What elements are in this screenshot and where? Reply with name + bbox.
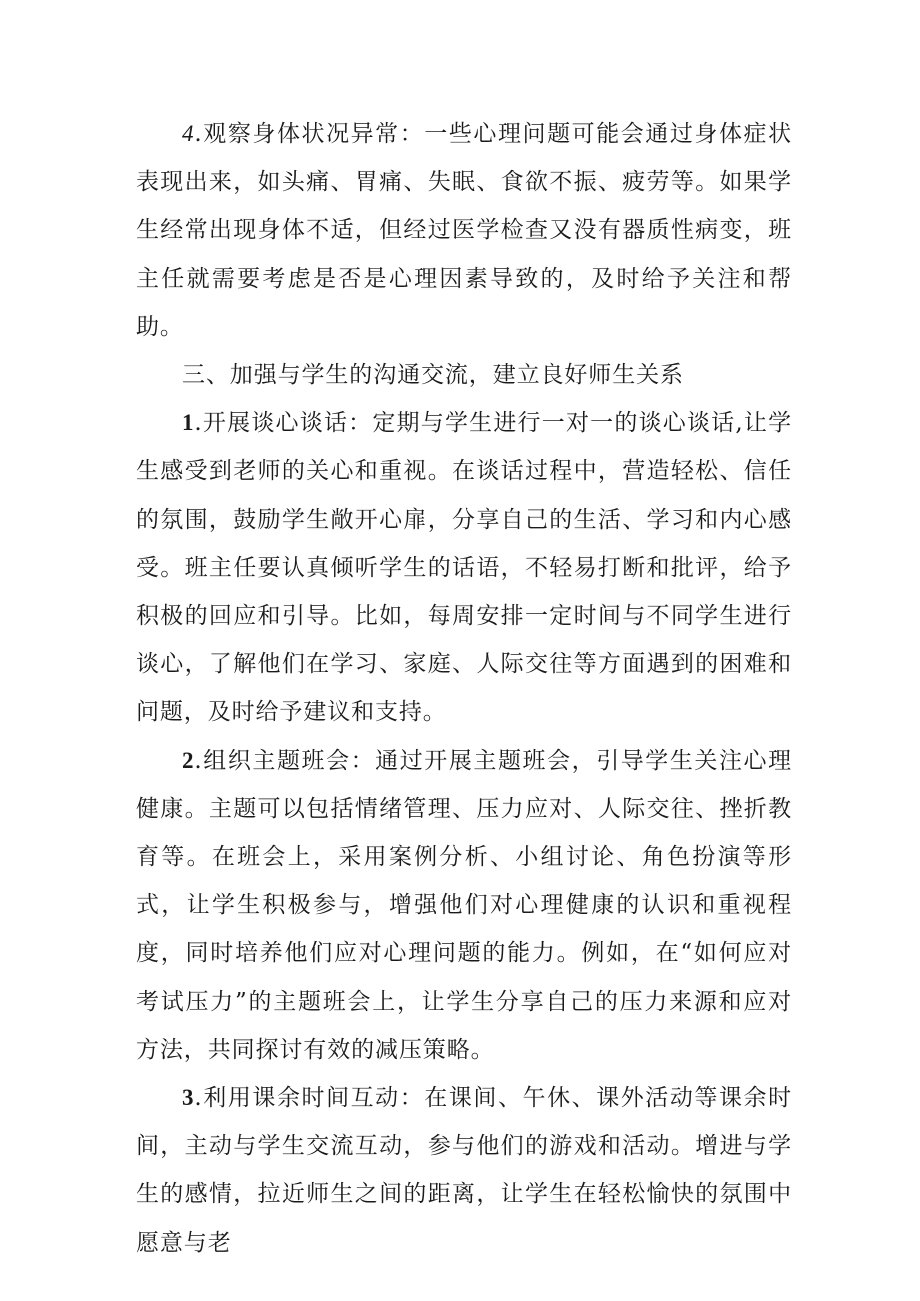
document-body [136, 110, 792, 1267]
paragraph-item-1 [136, 399, 792, 736]
item-number-separator: . [194, 410, 203, 437]
item-number-separator: . [194, 1085, 203, 1112]
item-number: 2 [182, 747, 195, 773]
item-number: 4 [182, 121, 195, 146]
item-number-separator: . [194, 747, 203, 774]
item-number-separator: . [194, 121, 203, 147]
section-heading: 三、加强与学生的沟通交流，建立良好师生关系 [182, 362, 684, 389]
paragraph-text: 观察身体状况异常：一些心理问题可能会通过身体症状表现出来，如头痛、胃痛、失眠、食欲不振、疲劳等。如果学生经常出现身体不适，但经过医学检查又没有器质性病变，班主任就需要考虑是否是心理因素导致的，及时给予关注和帮助。 [136, 121, 792, 340]
paragraph-item-3 [136, 1074, 792, 1267]
paragraph-text: 开展谈心谈话：定期与学生进行一对一的谈心谈话,让学生感受到老师的关心和重视。在谈话过程中，营造轻松、信任的氛围，鼓励学生敞开心扉，分享自己的生活、学习和内心感受。班主任要认真倾听学生的话语，不轻易打断和批评，给予积极的回应和引导。比如，每周安排一定时间与不同学生进行谈心，了解他们在学习、家庭、人际交往等方面遇到的困难和问题，及时给予建议和支持。 [136, 410, 792, 726]
item-number: 3 [182, 1085, 195, 1111]
paragraph-text: 利用课余时间互动：在课间、午休、课外活动等课余时间，主动与学生交流互动，参与他们的游戏和活动。增进与学生的感情，拉近师生之间的距离，让学生在轻松愉快的氛围中愿意与老 [136, 1085, 792, 1256]
paragraph-text: 组织主题班会：通过开展主题班会，引导学生关注心理健康。主题可以包括情绪管理、压力应对、人际交往、挫折教育等。在班会上，采用案例分析、小组讨论、角色扮演等形式，让学生积极参与，增强他们对心理健康的认识和重视程度，同时培养他们应对心理问题的能力。例如，在“如何应对考试压力”的主题班会上，让学生分享自己的压力来源和应对方法，共同探讨有效的减压策略。 [136, 747, 792, 1063]
paragraph-item-4 [136, 110, 792, 351]
item-number: 1 [182, 410, 195, 436]
paragraph-item-2 [136, 737, 792, 1074]
